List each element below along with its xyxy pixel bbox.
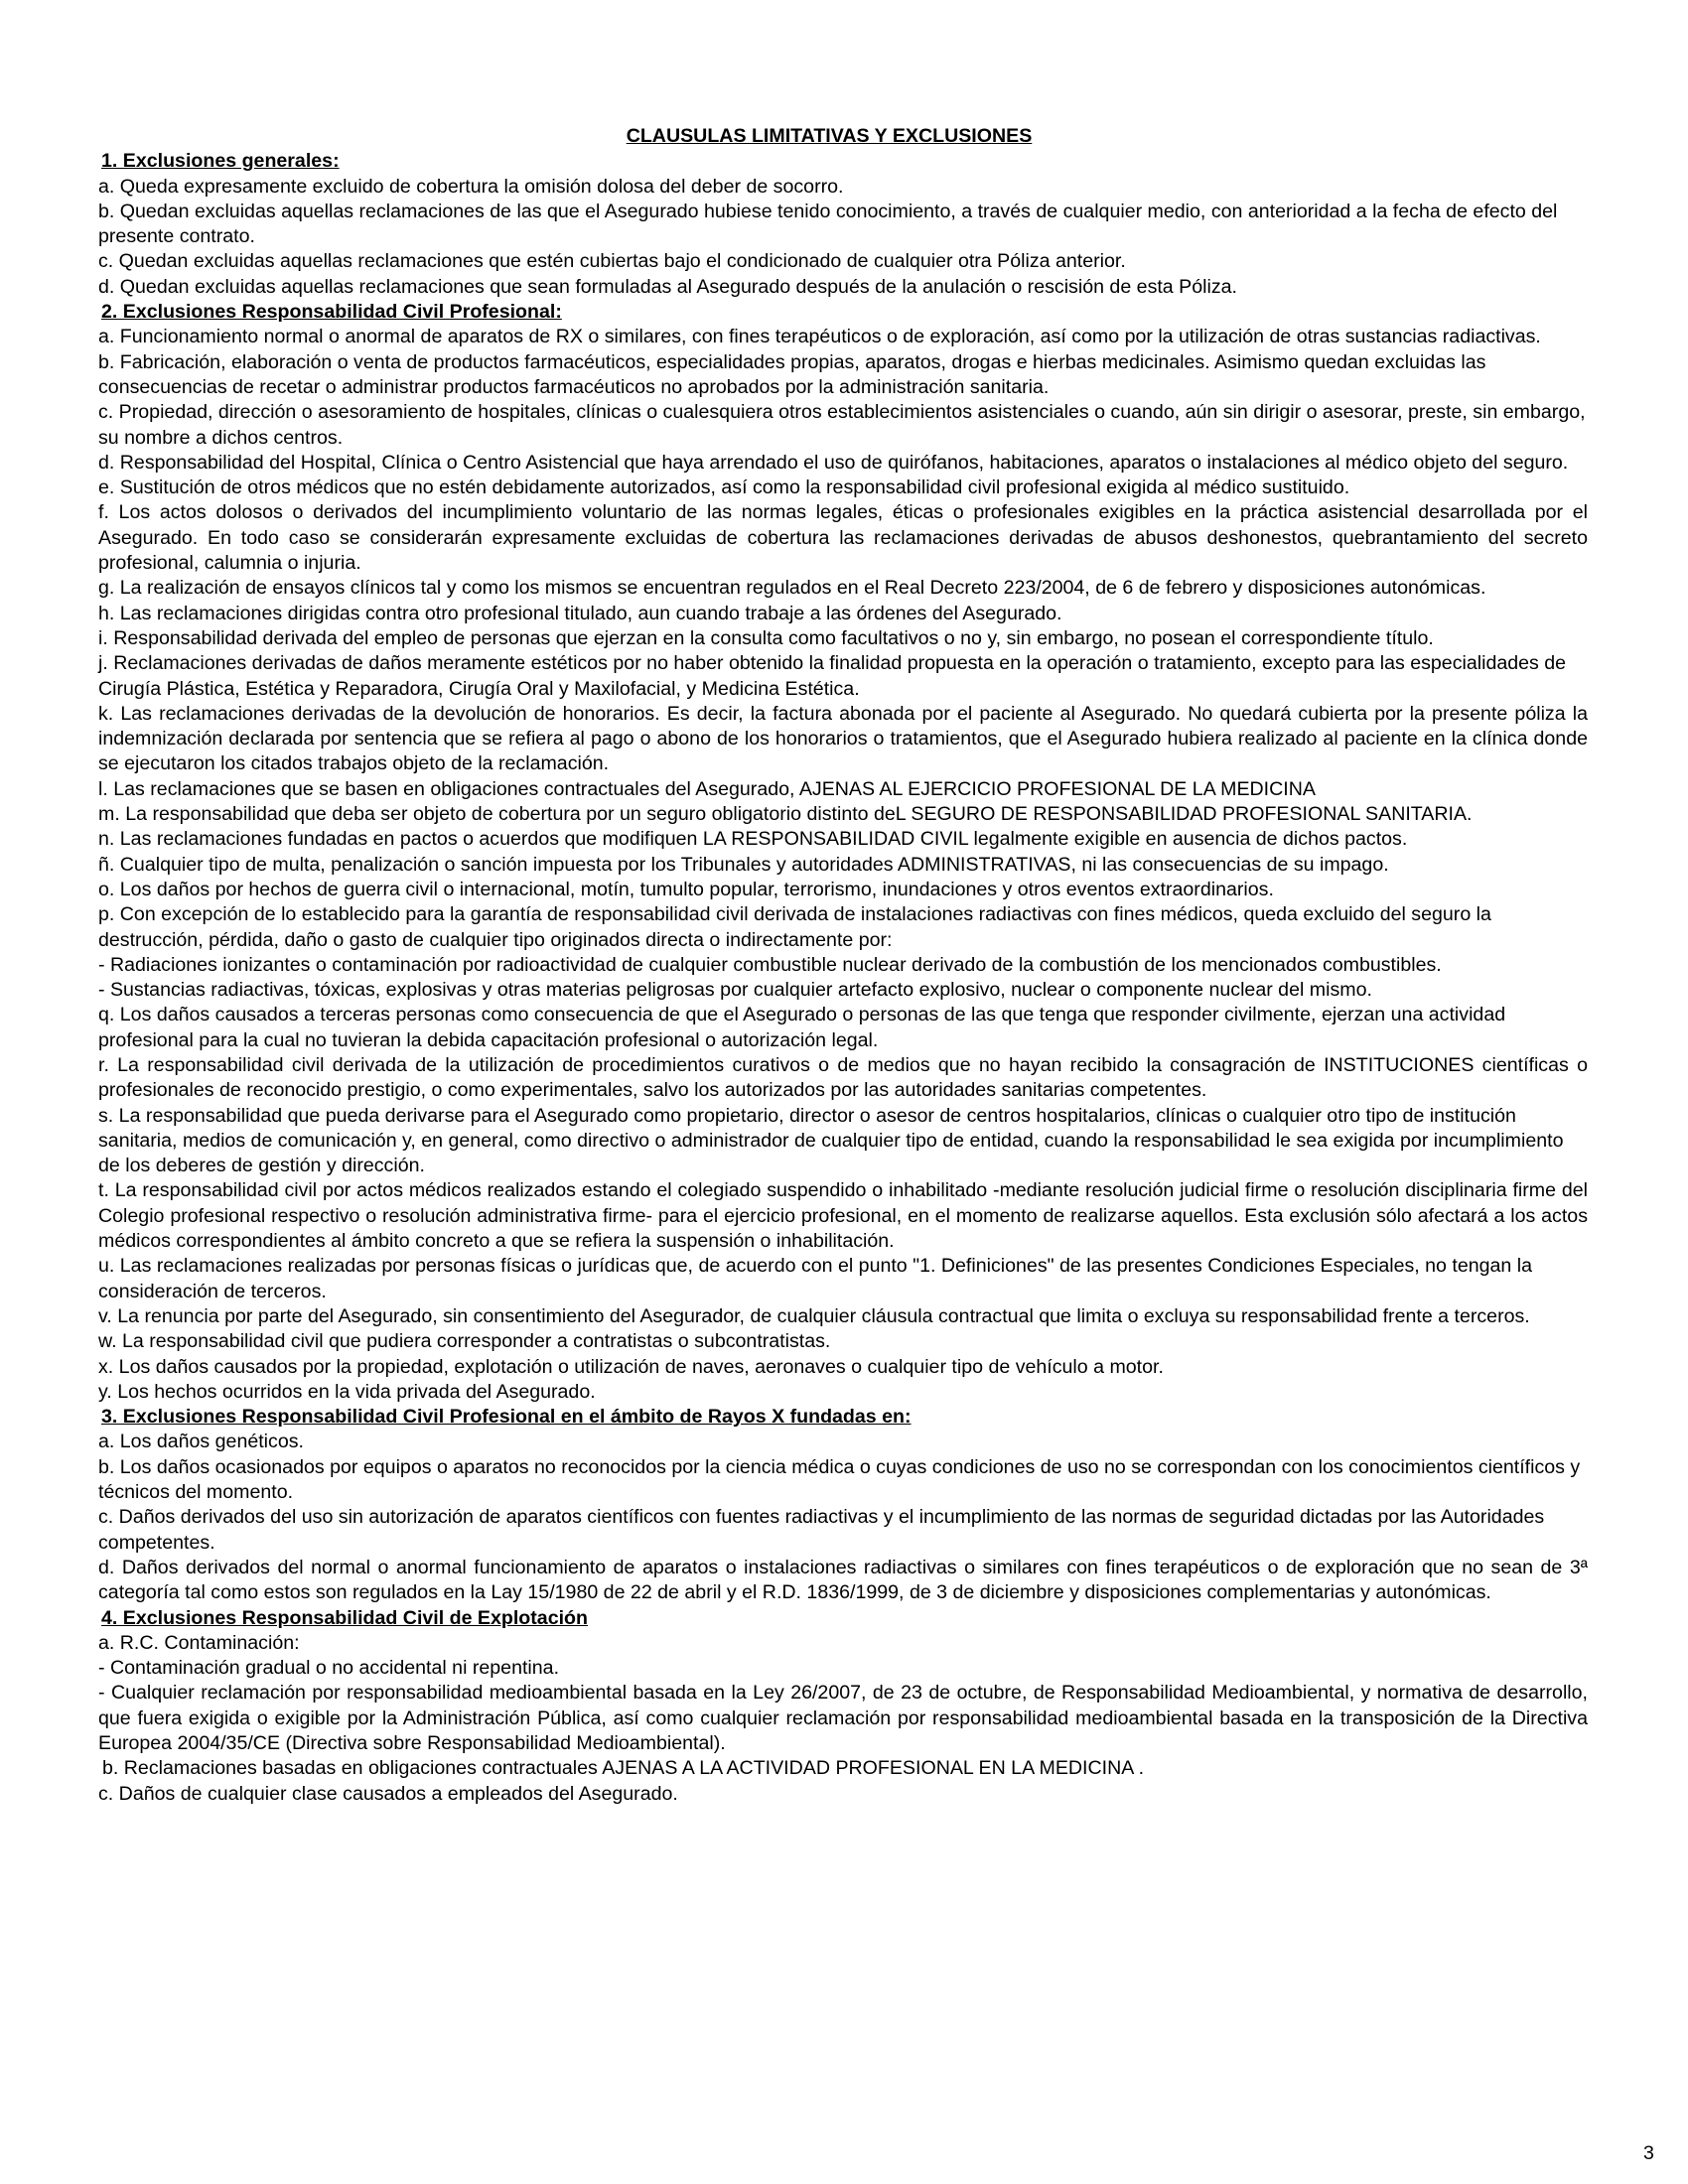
section-heading-1: 1. Exclusiones generales: (101, 150, 340, 173)
clause-2y: y. Los hechos ocurridos en la vida privada del Asegurado. (98, 1380, 596, 1403)
clause-2x: x. Los daños causados por la propiedad, explotación o utilización de naves, aeronaves o cualquier tipo de vehículo a motor. (98, 1355, 1164, 1378)
clause-3b: b. Los daños ocasionados por equipos o aparatos no reconocidos por la ciencia médica o cuyas condiciones de uso no se correspondan con los conocimientos científicos y técnicos del momento. (98, 1455, 1581, 1504)
clause-2d: d. Responsabilidad del Hospital, Clínica o Centro Asistencial que haya arrendado el uso de quirófanos, habitaciones, aparatos o instalaciones al médico objeto del seguro. (98, 451, 1569, 474)
clause-2t: t. La responsabilidad civil por actos médicos realizados estando el colegiado suspendido o inhabilitado -mediante resolución judicial firme o resolución disciplinaria firme del Colegio profesional respectivo o resolución administrativa firme- para el ejercicio profesional, en el momento de realizarse aquellos. Esta exclusión sólo afectará a los actos médicos correspondientes al ámbito concreto a que se refiera la suspensión o inhabilitación. (98, 1179, 1588, 1253)
clause-3c: c. Daños derivados del uso sin autorización de aparatos científicos con fuentes radiactivas y el incumplimiento de las normas de seguridad dictadas por las Autoridades competentes. (98, 1506, 1545, 1554)
clause-4c: c. Daños de cualquier clase causados a empleados del Asegurado. (98, 1782, 678, 1805)
section-heading-3: 3. Exclusiones Responsabilidad Civil Profesional en el ámbito de Rayos X fundadas en: (101, 1406, 912, 1429)
clause-2m: m. La responsabilidad que deba ser objeto de cobertura por un seguro obligatorio distinto deL SEGURO DE RESPONSABILIDAD PROFESIONAL SANITARIA. (98, 803, 1473, 826)
clause-2e: e. Sustitución de otros médicos que no estén debidamente autorizados, así como la responsabilidad civil profesional exigida al médico sustituido. (98, 477, 1350, 499)
clause-3a: a. Los daños genéticos. (98, 1431, 304, 1453)
clause-4a-sub-2: - Cualquier reclamación por responsabilidad medioambiental basada en la Ley 26/2007, de 23 de octubre, de Responsabilidad Medioambiental, y normativa de desarrollo, que fuera exigida o exigible por la Administración Pública, así como cualquier reclamación por responsabilidad medioambiental basada en la transposición de la Directiva Europea 2004/35/CE (Directiva sobre Responsabilidad Medioambiental). (98, 1682, 1588, 1754)
clause-2u: u. Las reclamaciones realizadas por personas físicas o jurídicas que, de acuerdo con el punto "1. Definiciones" de las presentes Condiciones Especiales, no tengan la consideración de terceros. (98, 1255, 1533, 1302)
clause-2b: b. Fabricación, elaboración o venta de productos farmacéuticos, especialidades propias, aparatos, drogas e hierbas medicinales. Asimismo quedan excluidas las consecuencias de recetar o administrar productos farmacéuticos no aprobados por la administración sanitaria. (98, 350, 1486, 398)
clause-2c: c. Propiedad, dirección o asesoramiento de hospitales, clínicas o cualesquiera otros establecimientos asistenciales o cuando, aún sin dirigir o asesorar, preste, sin embargo, su nombre a dichos centros. (98, 401, 1586, 449)
clause-4a: a. R.C. Contaminación: (98, 1631, 300, 1654)
clause-1b: b. Quedan excluidas aquellas reclamaciones de las que el Asegurado hubiese tenido conocimiento, a través de cualquier medio, con anterioridad a la fecha de efecto del presente contrato. (98, 200, 1558, 248)
clause-2n: n. Las reclamaciones fundadas en pactos o acuerdos que modifiquen LA RESPONSABILIDAD CIVIL legalmente exigible en ausencia de dichos pactos. (98, 828, 1408, 851)
section-heading-4: 4. Exclusiones Responsabilidad Civil de Explotación (101, 1606, 588, 1629)
clause-2a: a. Funcionamiento normal o anormal de aparatos de RX o similares, con fines terapéuticos o de exploración, así como por la utilización de otras sustancias radiactivas. (98, 326, 1541, 348)
clause-2q: q. Los daños causados a terceras personas como consecuencia de que el Asegurado o personas de las que tenga que responder civilmente, ejerzan una actividad profesional para la cual no tuvieran la debida capacitación profesional o autorización legal. (98, 1004, 1506, 1051)
document-body (98, 124, 1588, 1807)
clause-2n-tilde: ñ. Cualquier tipo de multa, penalización o sanción impuesta por los Tribunales y autoridades ADMINISTRATIVAS, ni las consecuencias de su impago. (98, 853, 1389, 876)
clause-2p-sub-1: - Radiaciones ionizantes o contaminación por radioactividad de cualquier combustible nuclear derivado de la combustión de los mencionados combustibles. (98, 953, 1442, 976)
clause-1d: d. Quedan excluidas aquellas reclamaciones que sean formuladas al Asegurado después de la anulación o rescisión de esta Póliza. (98, 275, 1237, 298)
clause-4a-sub-1: - Contaminación gradual o no accidental ni repentina. (98, 1657, 560, 1680)
clause-2v: v. La renuncia por parte del Asegurado, sin consentimiento del Asegurador, de cualquier cláusula contractual que limita o excluya su responsabilidad frente a terceros. (98, 1304, 1530, 1327)
page-number: 3 (1643, 2142, 1654, 2164)
clause-3d: d. Daños derivados del normal o anormal funcionamiento de aparatos o instalaciones radiactivas o similares con fines terapéuticos o de exploración que no sean de 3ª categoría tal como estos son regulados en la Lay 15/1980 de 22 de abril y el R.D. 1836/1999, de 3 de diciembre y disposiciones complementarias y autonómicas. (98, 1556, 1588, 1604)
clause-2h: h. Las reclamaciones dirigidas contra otro profesional titulado, aun cuando trabaje a las órdenes del Asegurado. (98, 602, 1062, 624)
clause-2k: k. Las reclamaciones derivadas de la devolución de honorarios. Es decir, la factura abonada por el paciente al Asegurado. No quedará cubierta por la presente póliza la indemnización declarada por sentencia que se refiera al pago o abono de los honorarios o tratamientos, que el Asegurado hubiera realizado al paciente en la clínica donde se ejecutaron los citados trabajos objeto de la reclamación. (98, 702, 1588, 775)
clause-2i: i. Responsabilidad derivada del empleo de personas que ejerzan en la consulta como facultativos o no y, sin embargo, no posean el correspondiente título. (98, 626, 1434, 649)
clause-2p: p. Con excepción de lo establecido para la garantía de responsabilidad civil derivada de instalaciones radiactivas con fines médicos, queda excluido del seguro la destrucción, pérdida, daño o gasto de cualquier tipo originados directa o indirectamente por: (98, 903, 1491, 951)
clause-2o: o. Los daños por hechos de guerra civil o internacional, motín, tumulto popular, terrorismo, inundaciones y otros eventos extraordinarios. (98, 878, 1274, 900)
clause-2s: s. La responsabilidad que pueda derivarse para el Asegurado como propietario, director o asesor de centros hospitalarios, clínicas o cualquier otro tipo de institución sanitaria, medios de comunicación y, en general, como directivo o administrador de cualquier tipo de entidad, cuando la responsabilidad le sea exigida por incumplimiento de los deberes de gestión y dirección. (98, 1104, 1564, 1177)
clause-2r: r. La responsabilidad civil derivada de la utilización de procedimientos curativos o de medios que no hayan recibido la consagración de INSTITUCIONES científicas o profesionales de reconocido prestigio, o como experimentales, salvo los autorizados por las autoridades sanitarias competentes. (98, 1053, 1588, 1102)
clause-2j: j. Reclamaciones derivadas de daños meramente estéticos por no haber obtenido la finalidad propuesta en la operación o tratamiento, excepto para las especialidades de Cirugía Plástica, Estética y Reparadora, Cirugía Oral y Maxilofacial, y Medicina Estética. (98, 652, 1567, 700)
clause-2p-sub-2: - Sustancias radiactivas, tóxicas, explosivas y otras materias peligrosas por cualquier artefacto explosivo, nuclear o componente nuclear del mismo. (98, 979, 1372, 1002)
clause-1c: c. Quedan excluidas aquellas reclamaciones que estén cubiertas bajo el condicionado de cualquier otra Póliza anterior. (98, 250, 1126, 273)
clause-4b: b. Reclamaciones basadas en obligaciones contractuales AJENAS A LA ACTIVIDAD PROFESIONAL EN LA MEDICINA . (102, 1757, 1145, 1780)
clause-2g: g. La realización de ensayos clínicos tal y como los mismos se encuentran regulados en el Real Decreto 223/2004, de 6 de febrero y disposiciones autonómicas. (98, 577, 1486, 600)
clause-1a: a. Queda expresamente excluido de cobertura la omisión dolosa del deber de socorro. (98, 175, 844, 198)
document-title: CLAUSULAS LIMITATIVAS Y EXCLUSIONES (626, 125, 1033, 147)
clause-2l: l. Las reclamaciones que se basen en obligaciones contractuales del Asegurado, AJENAS AL EJERCICIO PROFESIONAL DE LA MEDICINA (98, 777, 1316, 800)
clause-2f: f. Los actos dolosos o derivados del incumplimiento voluntario de las normas legales, éticas o profesionales exigibles en la práctica asistencial desarrollada por el Asegurado. En todo caso se considerarán expresamente excluidas de cobertura las reclamaciones derivadas de abusos deshonestos, quebrantamiento del secreto profesional, calumnia o injuria. (98, 501, 1588, 575)
clause-2w: w. La responsabilidad civil que pudiera corresponder a contratistas o subcontratistas. (98, 1330, 831, 1353)
section-heading-2: 2. Exclusiones Responsabilidad Civil Profesional: (101, 301, 562, 324)
